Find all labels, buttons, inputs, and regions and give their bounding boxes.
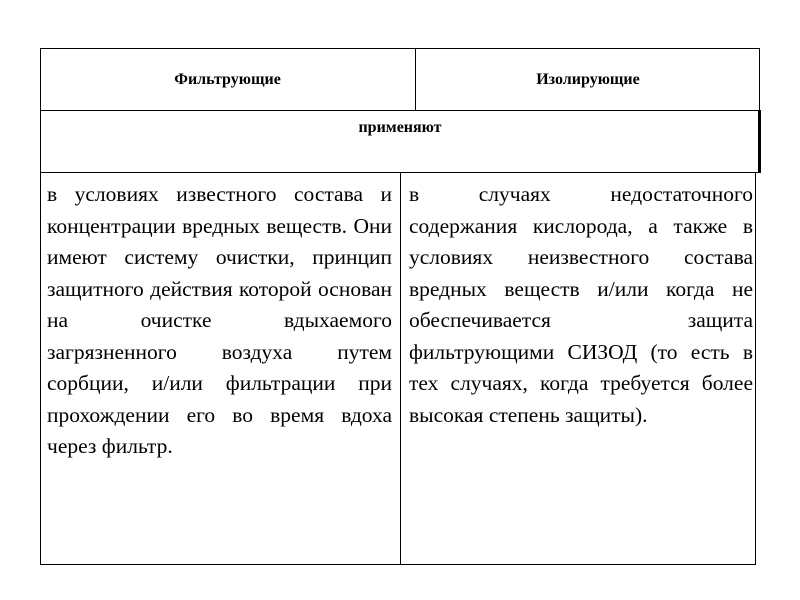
cell-filtering-description: в условиях известного состава и концентрации вредных веществ. Они имеют систему очистки, принцип защитного действия которой основан на очистке вдыхаемого загрязненного воздуха путем сорбции, и/или фильтрации при прохождении его во время вдоха через фильтр. bbox=[47, 182, 392, 458]
cell-isolating-description: в случаях недостаточного содержания кислорода, а также в условиях неизвестного состава вредных веществ и/или когда не обеспечивается защита фильтрующими СИЗОД (то есть в тех случаях, когда требуется более высокая степень защиты). bbox=[409, 182, 753, 427]
subheader-apply: применяют bbox=[358, 119, 442, 136]
header-filtering: Фильтрующие bbox=[174, 71, 281, 88]
header-isolating: Изолирующие bbox=[536, 71, 640, 88]
comparison-table bbox=[40, 48, 761, 565]
body-divider bbox=[400, 172, 401, 565]
